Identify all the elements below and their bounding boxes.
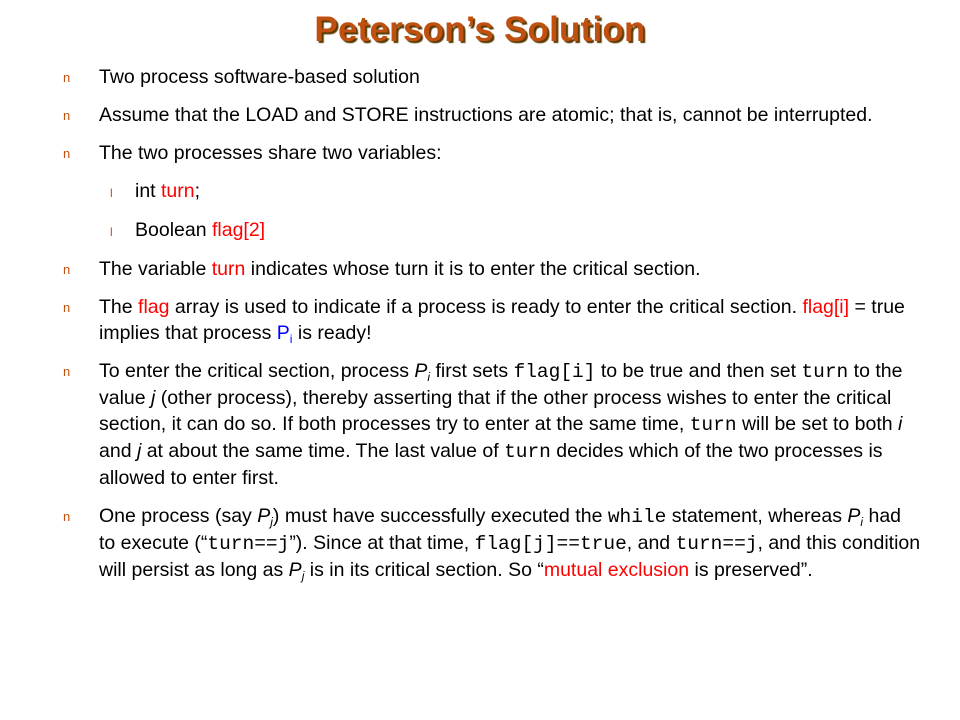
- bullet-item: n The variable turn indicates whose turn it is to enter the critical section.: [62, 256, 922, 282]
- sub-bullet-item: l Boolean flag[2]: [62, 217, 922, 243]
- process-pj: $P_j$: [257, 505, 273, 529]
- bullet-item: [62, 140, 922, 166]
- bullet-text: Assume that the LOAD and STORE instructions are atomic; that is, cannot be interrupted.: [99, 104, 873, 126]
- mutual-exclusion-highlight: mutual exclusion: [543, 559, 690, 581]
- code-while: while: [607, 506, 667, 528]
- variable-flag: flag[2]: [211, 219, 266, 241]
- bullet-icon: n: [63, 146, 71, 161]
- code-turn-eq-j: turn==j: [207, 533, 290, 555]
- process-pi: $P_i$: [847, 505, 864, 529]
- sub-bullet-item: l int turn;: [62, 178, 922, 204]
- bullet-item: [62, 64, 922, 90]
- bullet-icon: n: [63, 509, 71, 524]
- code-flag-j-true: flag[j]==true: [474, 533, 627, 555]
- code-flag-i: flag[i]: [513, 361, 596, 383]
- sub-bullet-icon: l: [110, 225, 113, 239]
- code-turn: turn: [801, 361, 849, 383]
- process-pi: $P_i$: [276, 322, 293, 346]
- slide-body: [62, 64, 922, 595]
- bullet-item: n To enter the critical section, process $P_i$ first sets flag[i] to be true and then set turn to the value j (other process), thereby asserting that if the other process wishes to enter the critical section, it can do so. If both processes try to enter at the same time, turn will be set to both i and j at about the same time. The last value of turn decides which of the two processes is allowed to enter first.: [63, 360, 903, 489]
- code-turn: turn: [504, 441, 551, 463]
- bullet-text: The two processes share two variables:: [99, 142, 442, 164]
- bullet-text: Two process software-based solution: [99, 66, 420, 88]
- variable-flag: flag: [138, 296, 170, 318]
- variable-flag-i: flag[i]: [802, 296, 850, 318]
- bullet-item: n One process (say $P_j$) must have successfully executed the while statement, whereas $P_i$ had to execute (“turn==j”). Since at that time, flag[j]==true, and turn==j, and this condition will persist as long as $P_j$ is in its critical section. So “mutual exclusion is preserved”.: [63, 505, 921, 583]
- code-turn-eq-j: turn==j: [675, 533, 758, 555]
- bullet-icon: n: [63, 70, 71, 85]
- bullet-item: [62, 102, 922, 128]
- bullet-item: n The flag array is used to indicate if a process is ready to enter the critical section. flag[i] = true implies that process $P_i$ is ready!: [63, 296, 905, 346]
- variable-turn: turn: [161, 180, 195, 202]
- code-turn: turn: [689, 414, 737, 436]
- bullet-icon: n: [63, 108, 71, 123]
- bullet-icon: n: [63, 262, 71, 277]
- bullet-icon: n: [63, 300, 71, 315]
- bullet-icon: n: [63, 364, 71, 379]
- sub-bullet-icon: l: [110, 186, 113, 200]
- slide-title: Peterson’s Solution: [314, 10, 646, 49]
- process-pj: $P_j$: [288, 559, 305, 583]
- variable-turn: turn: [211, 258, 246, 280]
- process-pi: $P_i$: [414, 360, 431, 384]
